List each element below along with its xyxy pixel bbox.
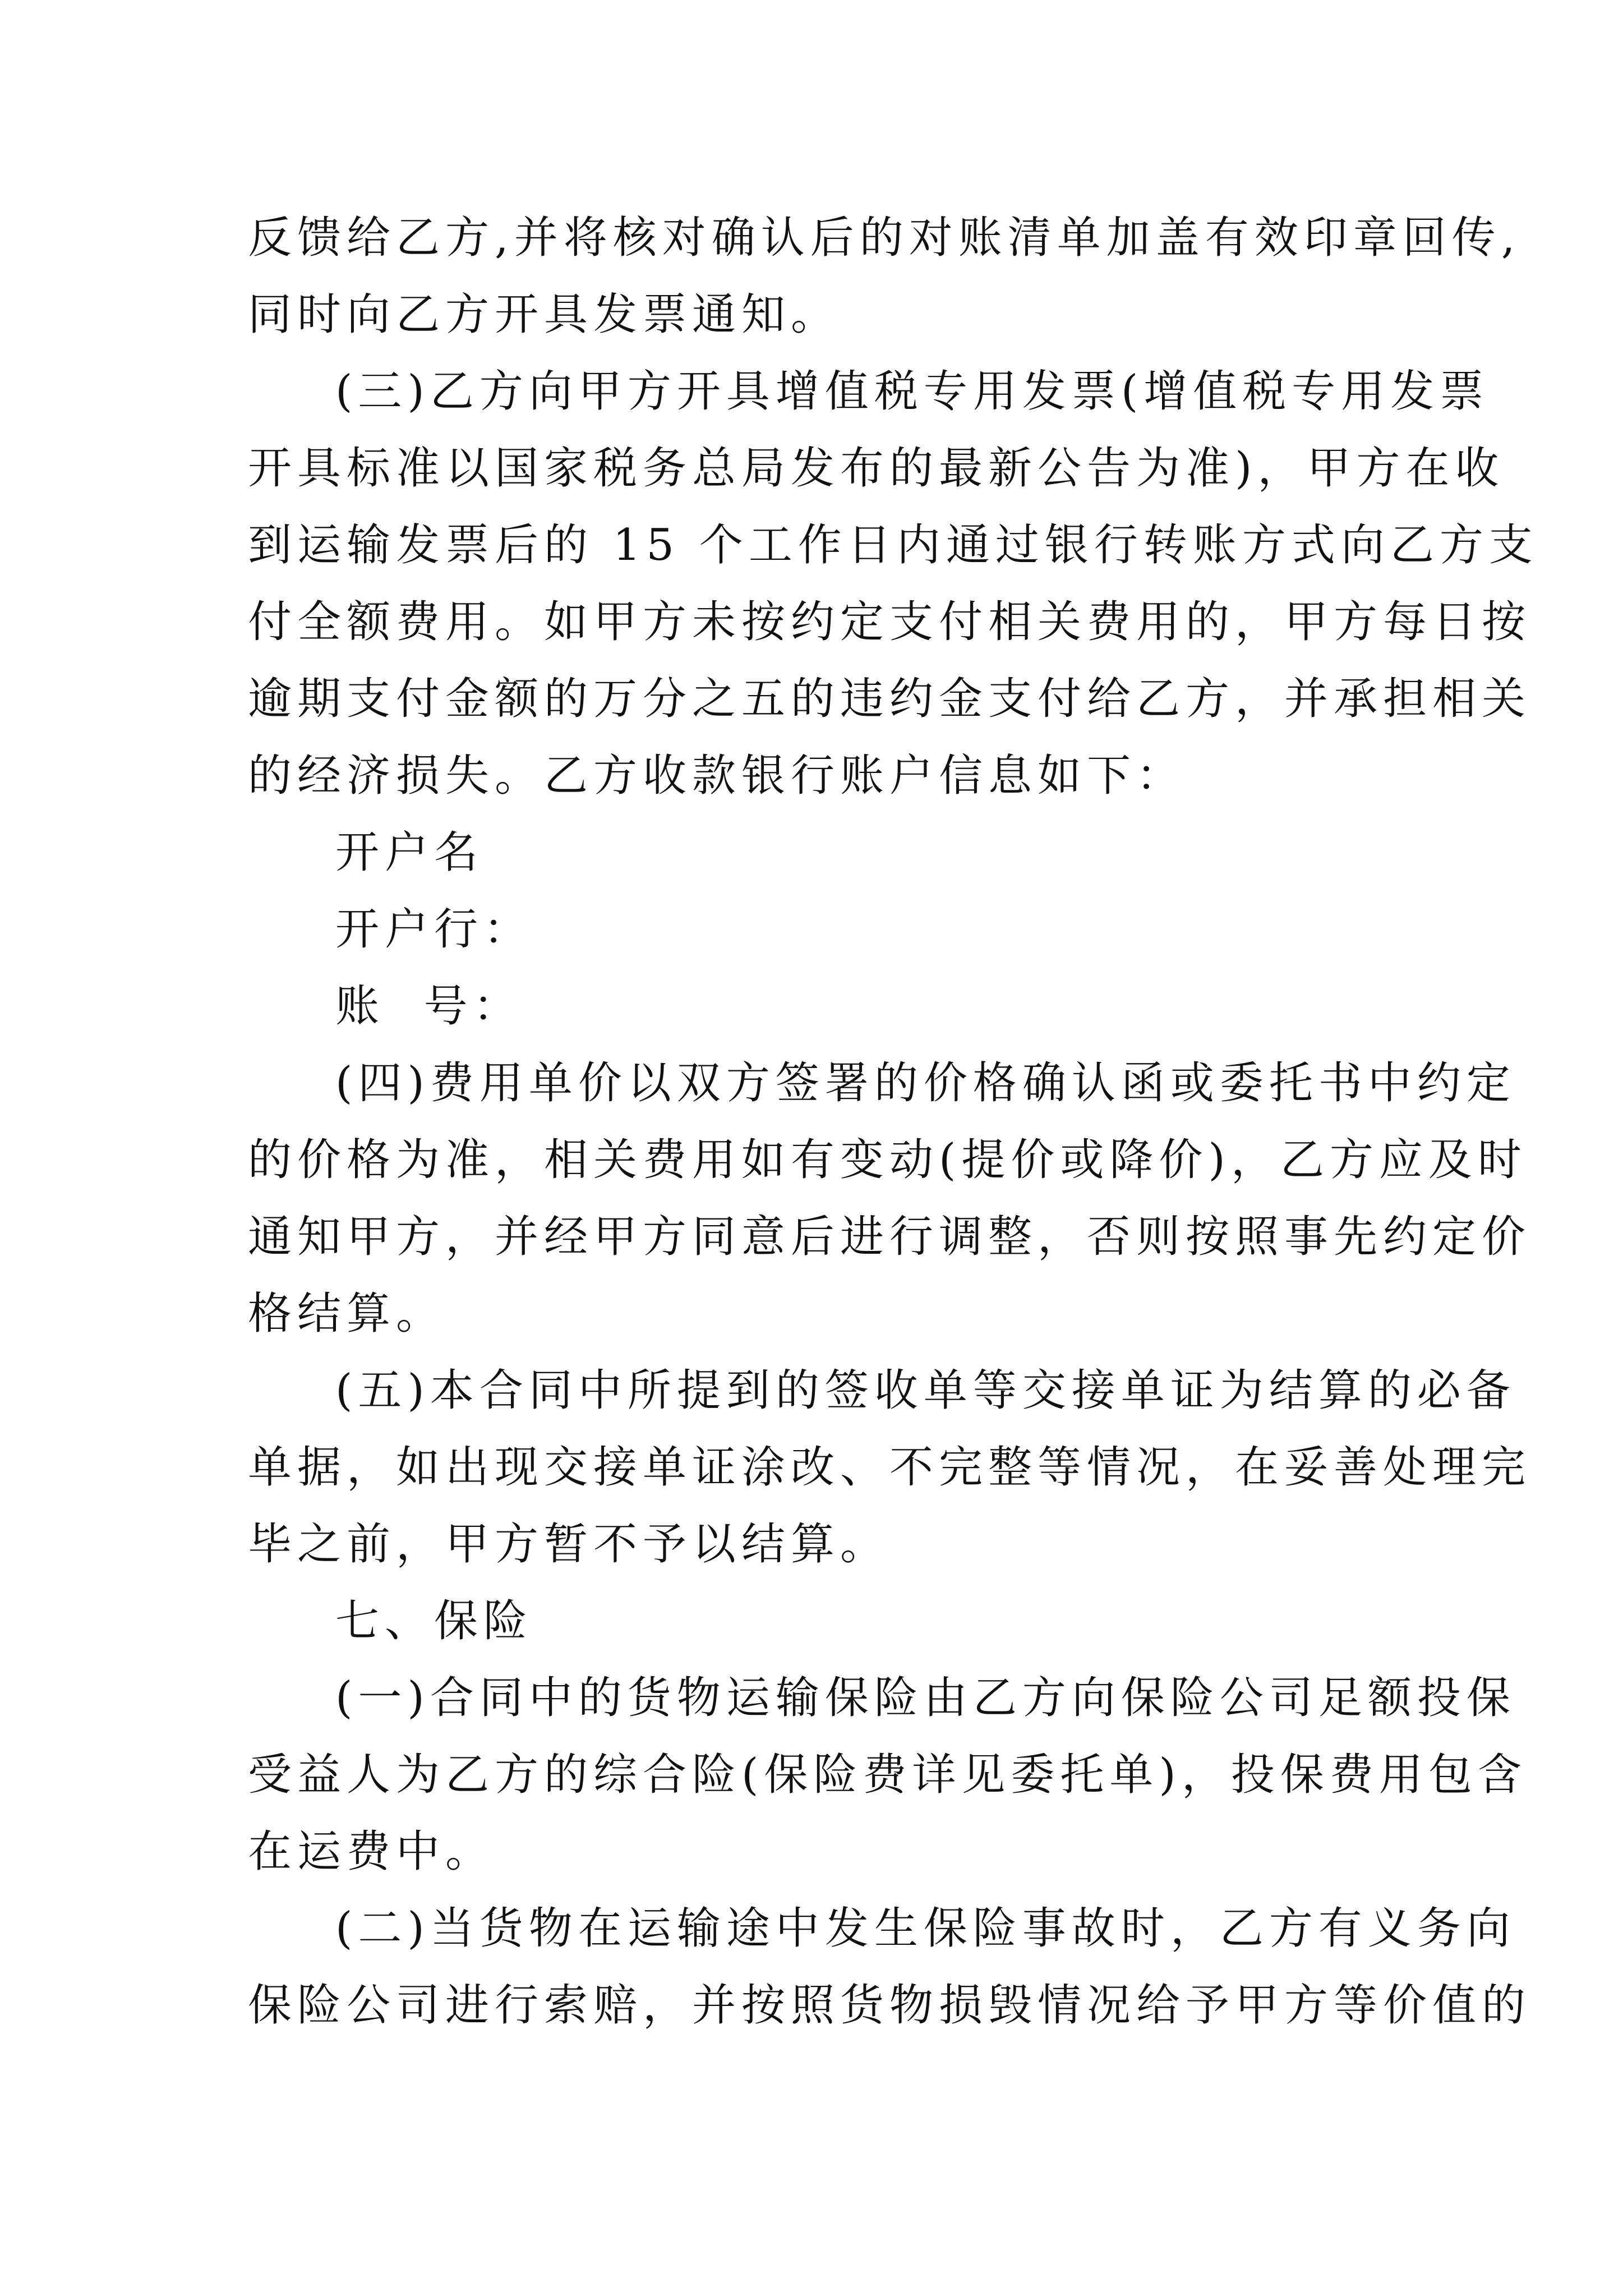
text-line: 毕之前，甲方暂不予以结算。 [248,1519,890,1570]
paragraph-clause-4 [248,1045,1532,1352]
text-line: (一)合同中的货物运输保险由乙方向保险公司足额投保 [335,1673,1516,1723]
paragraph-clause-3 [248,353,1538,815]
text-line: 保险公司进行索赔，并按照货物损毁情况给予甲方等价值的 [248,1980,1532,2031]
text-line: 通知甲方，并经甲方同意后进行调整，否则按照事先约定价 [248,1212,1532,1262]
paragraph-continuation [248,200,1521,353]
text-line: 在运费中。 [248,1826,495,1877]
document-body [248,200,1538,2044]
text-line: (四)费用单价以双方签署的价格确认函或委托书中约定 [335,1058,1516,1108]
text-line: 开具标准以国家税务总局发布的最新公告为准)，甲方在收 [248,443,1505,494]
account-bank-label [248,891,1431,968]
section-heading-insurance [248,1583,1431,1660]
text-line: 付全额费用。如甲方未按约定支付相关费用的，甲方每日按 [248,597,1532,647]
text-line: 到运输发票后的 15 个工作日内通过银行转账方式向乙方支 [248,520,1538,570]
text-line: 的价格为准，相关费用如有变动(提价或降价)，乙方应及时 [248,1135,1527,1185]
text-line: 单据，如出现交接单证涂改、不完整等情况，在妥善处理完 [248,1442,1532,1493]
text-line: 同时向乙方开具发票通知。 [248,289,841,340]
account-number-label [248,968,1431,1045]
text-line: 反馈给乙方,并将核对确认后的对账清单加盖有效印章回传, [248,213,1521,263]
text-line: (五)本合同中所提到的签收单等交接单证为结算的必备 [335,1365,1516,1416]
text-line: 开户行： [335,904,533,955]
account-name-label [248,815,1431,891]
text-line: 七、保险 [335,1596,533,1646]
paragraph-insurance-2 [248,1890,1532,2044]
paragraph-insurance-1 [248,1660,1527,1890]
text-line: 受益人为乙方的综合险(保险费详见委托单)，投保费用包含 [248,1750,1527,1800]
text-line: 开户名 [335,827,484,878]
text-line: 账 号： [335,981,523,1032]
text-line: (二)当货物在运输途中发生保险事故时，乙方有义务向 [335,1903,1516,1954]
paragraph-clause-5 [248,1352,1532,1583]
text-line: 的经济损失。乙方收款银行账户信息如下： [248,751,1186,801]
text-line: 逾期支付金额的万分之五的违约金支付给乙方，并承担相关 [248,674,1532,724]
text-line: (三)乙方向甲方开具增值税专用发票(增值税专用发票 [335,366,1490,417]
text-line: 格结算。 [248,1289,446,1339]
